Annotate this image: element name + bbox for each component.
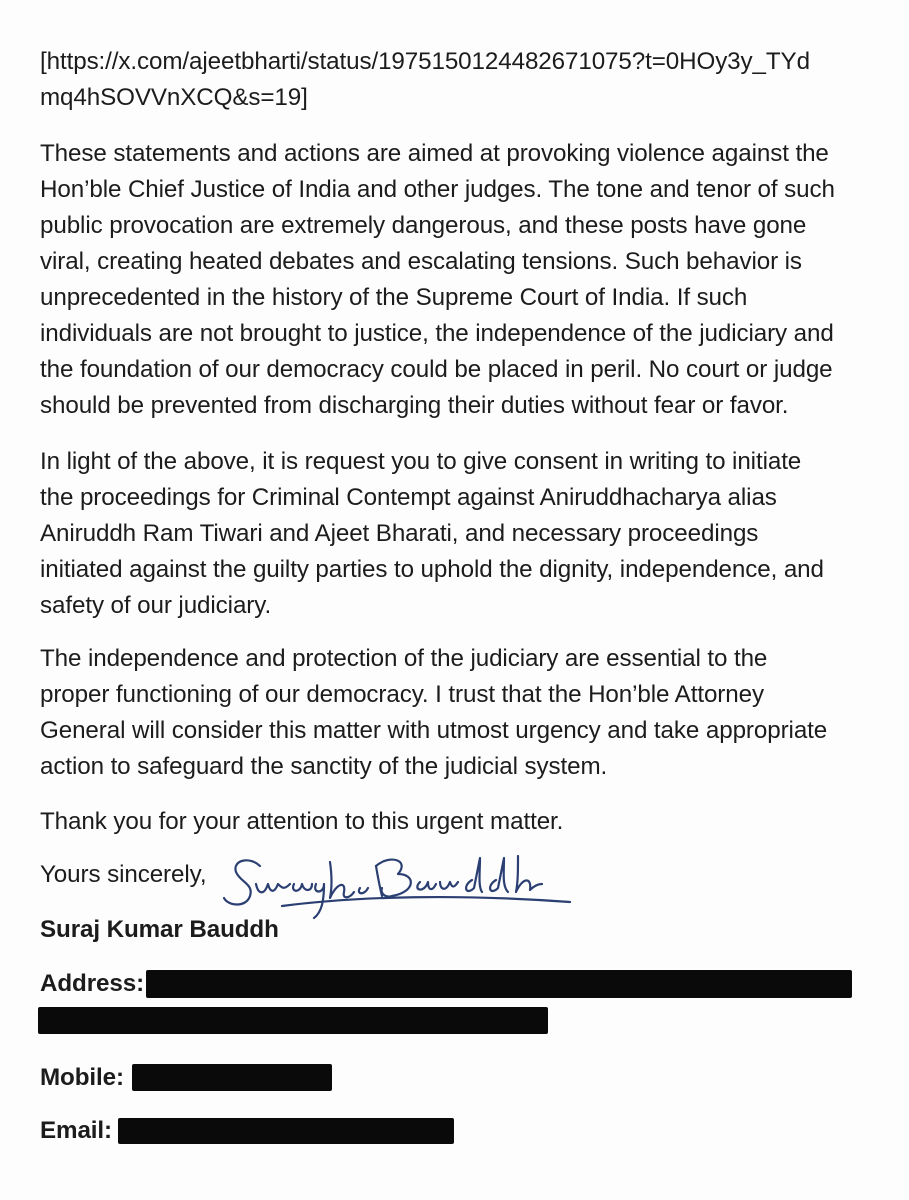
paragraph-provocation (40, 136, 835, 424)
paragraph-thanks (40, 804, 563, 840)
paragraph-request (40, 444, 824, 624)
signature-stroke (330, 862, 354, 898)
paragraph-line: should be prevented from discharging their duties without fear or favor. (40, 392, 789, 419)
closing-salutation: Yours sincerely, (40, 861, 207, 888)
signature-stroke (256, 884, 290, 892)
paragraph-line: the foundation of our democracy could be placed in peril. No court or judge (40, 356, 833, 383)
signature-stroke (417, 882, 436, 890)
signature-stroke (466, 858, 482, 892)
redacted-address-line-2 (38, 1007, 548, 1034)
signature-stroke (359, 888, 368, 893)
signature-stroke (282, 897, 570, 906)
mobile-label: Mobile: (40, 1064, 124, 1091)
signature-stroke (224, 860, 260, 904)
email-label: Email: (40, 1117, 112, 1144)
signature-stroke (440, 882, 458, 889)
tweet-link-line-1[interactable]: [https://x.com/ajeetbharti/status/1975150124482671075?t=0HOy3y_TYd (40, 48, 810, 75)
paragraph-line: viral, creating heated debates and escalating tensions. Such behavior is (40, 248, 802, 275)
redacted-email (118, 1118, 454, 1144)
paragraph-line: Aniruddh Ram Tiwari and Ajeet Bharati, and necessary proceedings (40, 520, 759, 547)
tweet-link[interactable] (40, 44, 810, 116)
signature-stroke (490, 858, 508, 892)
signature-stroke (293, 884, 312, 891)
paragraph-line: safety of our judiciary. (40, 592, 272, 619)
paragraph-line: The independence and protection of the judiciary are essential to the (40, 645, 768, 672)
paragraph-line: These statements and actions are aimed at provoking violence against the (40, 140, 829, 167)
paragraph-line: initiated against the guilty parties to uphold the dignity, independence, and (40, 556, 824, 583)
signature-stroke (516, 856, 542, 892)
paragraph-line: the proceedings for Criminal Contempt against Aniruddhacharya alias (40, 484, 777, 511)
paragraph-line: individuals are not brought to justice, the independence of the judiciary and (40, 320, 834, 347)
signer-name: Suraj Kumar Bauddh (40, 916, 279, 943)
address-label: Address: (40, 970, 145, 997)
paragraph-line: action to safeguard the sanctity of the judicial system. (40, 753, 608, 780)
paragraph-line: Hon’ble Chief Justice of India and other judges. The tone and tenor of such (40, 176, 835, 203)
signature-stroke (376, 866, 382, 896)
paragraph-line: unprecedented in the history of the Supreme Court of India. If such (40, 284, 748, 311)
tweet-link-line-2[interactable]: mq4hSOVVnXCQ&s=19] (40, 84, 308, 111)
paragraph-line: General will consider this matter with utmost urgency and take appropriate (40, 717, 828, 744)
paragraph-line: proper functioning of our democracy. I trust that the Hon’ble Attorney (40, 681, 764, 708)
redacted-address-line-1 (146, 970, 852, 998)
paragraph-line: public provocation are extremely dangerous, and these posts have gone (40, 212, 807, 239)
paragraph-independence (40, 641, 827, 785)
paragraph-line: Thank you for your attention to this urgent matter. (40, 808, 564, 835)
redacted-mobile (132, 1064, 332, 1091)
paragraph-line: In light of the above, it is request you to give consent in writing to initiate (40, 448, 802, 475)
